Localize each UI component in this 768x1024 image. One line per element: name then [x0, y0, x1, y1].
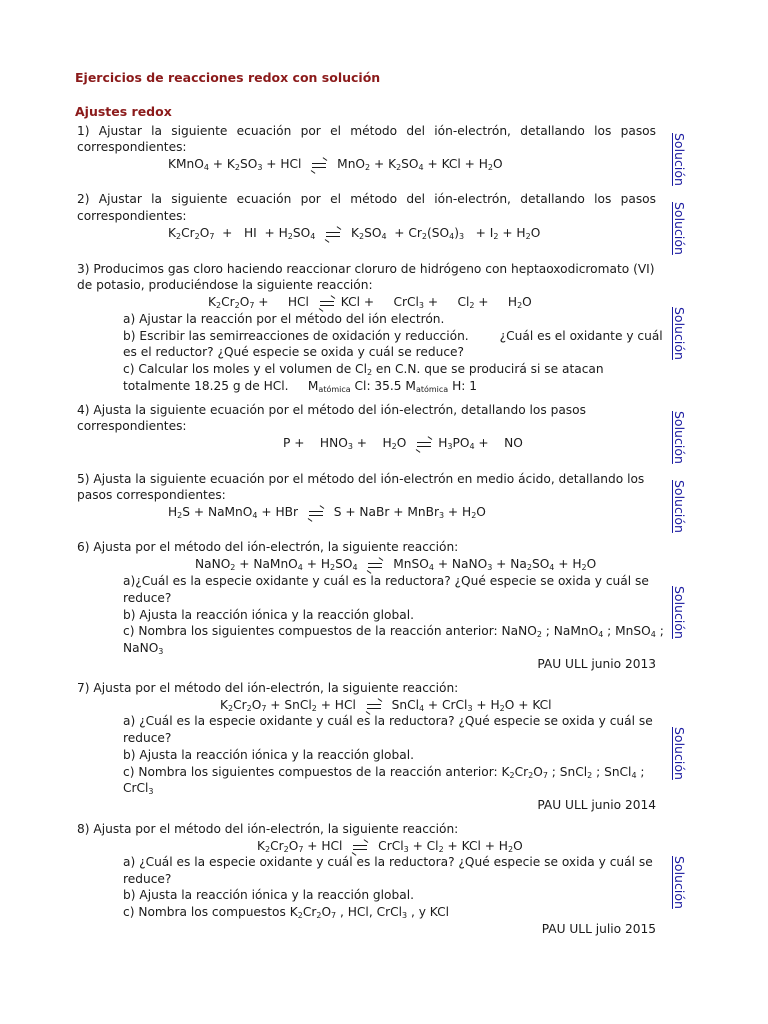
- ex3-statement-line1: 3) Producimos gas cloro haciendo reaccionar cloruro de hidrógeno con heptaoxodicromato (VI): [77, 262, 655, 276]
- ex6-equation: NaNO$_2$ + NaMnO$_4$ + $H_2SO_4$ MnSO$_4$ + NaNO$_3$ + $Na_2SO_4 + H_2O$: [195, 557, 597, 572]
- ex6-part-a-line1: a)¿Cuál es la especie oxidante y cuál es la reductora? ¿Qué especie se oxida y cuál se: [123, 574, 649, 588]
- ex2-equation: $K_2Cr_2O_7$ + HI + $H_2SO_4$ $K_2SO_4 + Cr_2(SO_4)_3 + I_2 + H_2O$: [168, 226, 541, 241]
- ex4-equation: P + $HNO_3$ + $H_2O$ $H_3PO_4$ + NO: [283, 436, 523, 451]
- ex1-statement-line1: 1) Ajustar la siguiente ecuación por el método del ión-electrón, detallando los pasos: [77, 124, 656, 138]
- ex6-source: PAU ULL junio 2013: [537, 657, 656, 671]
- ex4-solution-link[interactable]: Solución: [672, 411, 687, 464]
- ex7-solution-link[interactable]: Solución: [672, 727, 687, 780]
- document-title: Ejercicios de reacciones redox con solución: [75, 70, 381, 85]
- ex2-statement-line1: 2) Ajustar la siguiente ecuación por el método del ión-electrón, detallando los pasos: [77, 192, 656, 206]
- ex3-statement-line2: de potasio, produciéndose la siguiente reacción:: [77, 278, 373, 292]
- section-heading: Ajustes redox: [75, 104, 172, 119]
- ex7-part-a-line2: reduce?: [123, 731, 172, 745]
- ex7-statement: 7) Ajusta por el método del ión-electrón, la siguiente reacción:: [77, 681, 459, 695]
- ex8-source: PAU ULL julio 2015: [541, 922, 656, 936]
- ex6-part-b: b) Ajusta la reacción iónica y la reacción global.: [123, 608, 414, 622]
- ex4-statement-line2: correspondientes:: [77, 419, 187, 433]
- ex8-part-b: b) Ajusta la reacción iónica y la reacción global.: [123, 888, 414, 902]
- ex8-solution-link[interactable]: Solución: [672, 856, 687, 909]
- ex7-equation: $K_2Cr_2O_7$ + SnCl$_2$ + HCl SnCl$_4$ + CrCl$_3$ + $H_2O$ + KCl: [220, 698, 552, 713]
- ex3-solution-link[interactable]: Solución: [672, 307, 687, 360]
- ex7-part-a-line1: a) ¿Cuál es la especie oxidante y cuál es la reductora? ¿Qué especie se oxida y cuál se: [123, 714, 653, 728]
- ex5-statement-line2: pasos correspondientes:: [77, 488, 226, 502]
- ex7-part-c-line2: CrCl$_3$: [123, 781, 154, 796]
- ex6-solution-link[interactable]: Solución: [672, 586, 687, 639]
- ex7-part-b: b) Ajusta la reacción iónica y la reacción global.: [123, 748, 414, 762]
- ex8-part-c: c) Nombra los compuestos $K_2Cr_2O_7$ , HCl, CrCl$_3$ , y KCl: [123, 905, 450, 920]
- ex1-equation: KMnO$_4$ + $K_2SO_3$ + HCl $MnO_2 + K_2SO_4$ + KCl + $H_2O$: [168, 157, 503, 172]
- ex5-statement-line1: 5) Ajusta la siguiente ecuación por el método del ión-electrón en medio ácido, detallando los: [77, 472, 645, 486]
- ex2-statement-line2: correspondientes:: [77, 209, 187, 223]
- ex7-source: PAU ULL junio 2014: [537, 798, 656, 812]
- ex6-statement: 6) Ajusta por el método del ión-electrón, la siguiente reacción:: [77, 540, 459, 554]
- ex8-equation: $K_2Cr_2O_7$ + HCl CrCl$_3$ + $Cl_2$ + KCl + $H_2O$: [257, 839, 523, 854]
- ex2-solution-link[interactable]: Solución: [672, 202, 687, 255]
- ex3-part-a: a) Ajustar la reacción por el método del ión electrón.: [123, 312, 445, 326]
- ex1-solution-link[interactable]: Solución: [672, 133, 687, 186]
- ex6-part-a-line2: reduce?: [123, 591, 172, 605]
- ex4-statement-line1: 4) Ajusta la siguiente ecuación por el método del ión-electrón, detallando los pasos: [77, 403, 586, 417]
- ex5-solution-link[interactable]: Solución: [672, 480, 687, 533]
- ex3-equation: $K_2Cr_2O_7$ + HCl KCl + CrCl$_3$ + $Cl_2$ + $H_2O$: [208, 295, 532, 310]
- ex6-part-c-line2: NaNO$_3$: [123, 641, 164, 656]
- ex3-part-b-line2: es el reductor? ¿Qué especie se oxida y cuál se reduce?: [123, 345, 464, 359]
- ex8-part-a-line1: a) ¿Cuál es la especie oxidante y cuál es la reductora? ¿Qué especie se oxida y cuál se: [123, 855, 653, 869]
- ex1-statement-line2: correspondientes:: [77, 140, 187, 154]
- ex3-part-c-line2: totalmente 18.25 g de HCl. $M_{atómica}$ Cl: 35.5 $M_{atómica}$ H: 1: [123, 379, 477, 394]
- ex7-part-c-line1: c) Nombra los siguientes compuestos de la reacción anterior: $K_2Cr_2O_7$ ; SnCl$_2$ ; SnCl$_4$ ;: [123, 765, 645, 780]
- ex3-part-c-line1: c) Calcular los moles y el volumen de $Cl_2$ en C.N. que se producirá si se atacan: [123, 362, 604, 377]
- ex8-part-a-line2: reduce?: [123, 872, 172, 886]
- ex5-equation: $H_2S$ + NaMnO$_4$ + HBr S + NaBr + MnBr$_3$ + $H_2O$: [168, 505, 486, 520]
- ex3-part-b-line1: b) Escribir las semirreacciones de oxidación y reducción. ¿Cuál es el oxidante y cuál: [123, 329, 663, 343]
- ex8-statement: 8) Ajusta por el método del ión-electrón, la siguiente reacción:: [77, 822, 459, 836]
- ex6-part-c-line1: c) Nombra los siguientes compuestos de la reacción anterior: NaNO$_2$ ; NaMnO$_4$ ; MnSO$_4$ ;: [123, 624, 664, 639]
